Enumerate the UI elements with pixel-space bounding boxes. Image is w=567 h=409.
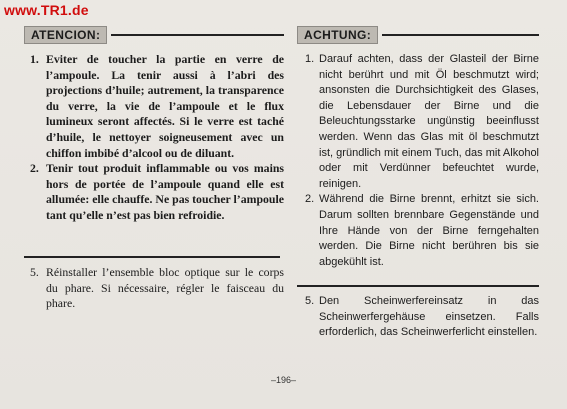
section-divider: [297, 285, 539, 287]
list-item: [297, 52, 539, 192]
left-header: [24, 27, 284, 43]
achtung-badge: ACHTUNG:: [297, 26, 378, 44]
item-text: Während die Birne brennt, erhitzt sie sich. Darum sollten brennbare Gegenstände und Ihre Hände von der Birne ferngehalten werden. Die Birne nicht berühren bis sie abgekühlt ist.: [319, 193, 539, 268]
atencion-badge: ATENCION:: [24, 26, 107, 44]
step-number: 5.: [30, 265, 39, 279]
header-rule: [382, 34, 539, 36]
left-step: [24, 265, 284, 312]
left-caution-list: [24, 52, 284, 224]
watermark: www.TR1.de: [4, 2, 89, 18]
item-number: 2.: [305, 193, 315, 206]
right-step: [297, 294, 539, 341]
item-text: Darauf achten, dass der Glasteil der Birne nicht berührt und mit Öl beschmutzt wird; ansonsten die Durchsichtigkeit des Glases, die Lebensdauer der Birne und die Beleuchtungsstarke ungünstig beeinflusst werden. Wenn das Glas mit öl beschmutzt ist, gründlich mit einem Tuch, das mit Alkohol oder mit Verdünner befeuchtet wurde, reinigen.: [319, 53, 539, 190]
item-number: 1.: [30, 52, 39, 66]
item-number: 2.: [30, 161, 39, 176]
right-caution-list: [297, 52, 539, 270]
item-number: 1.: [305, 53, 315, 65]
page-number: –196–: [270, 375, 297, 385]
section-divider: [24, 256, 280, 258]
step-text: Den Scheinwerfereinsatz in das Scheinwerfergehäuse einsetzen. Falls erforderlich, das Scheinwerferlicht einstellen.: [319, 295, 539, 339]
step-text: Réinstaller l’ensemble bloc optique sur le corps du phare. Si nécessaire, régler le faisceau du phare.: [46, 265, 284, 311]
right-header: [297, 27, 539, 43]
list-item: [297, 192, 539, 270]
list-item: [24, 52, 284, 161]
header-rule: [111, 34, 284, 36]
item-text: Eviter de toucher la partie en verre de l’ampoule. La tenir aussi à l’abri des projections d’huile; autrement, la transparence du verre, la vie de l’ampoule et le flux lumineux seront affectés. Si le verre est taché d’huile, le nettoyer soigneusement avec un chiffon imbibé d’alcool ou de diluant.: [46, 52, 284, 160]
item-text: Tenir tout produit inflammable ou vos mains hors de portée de l’ampoule quand elle est allumée: elle chauffe. Ne pas toucher l’ampoule tant qu’elle n’est pas bien refroidie.: [46, 161, 284, 222]
step-number: 5.: [305, 295, 315, 307]
list-item: [24, 161, 284, 223]
